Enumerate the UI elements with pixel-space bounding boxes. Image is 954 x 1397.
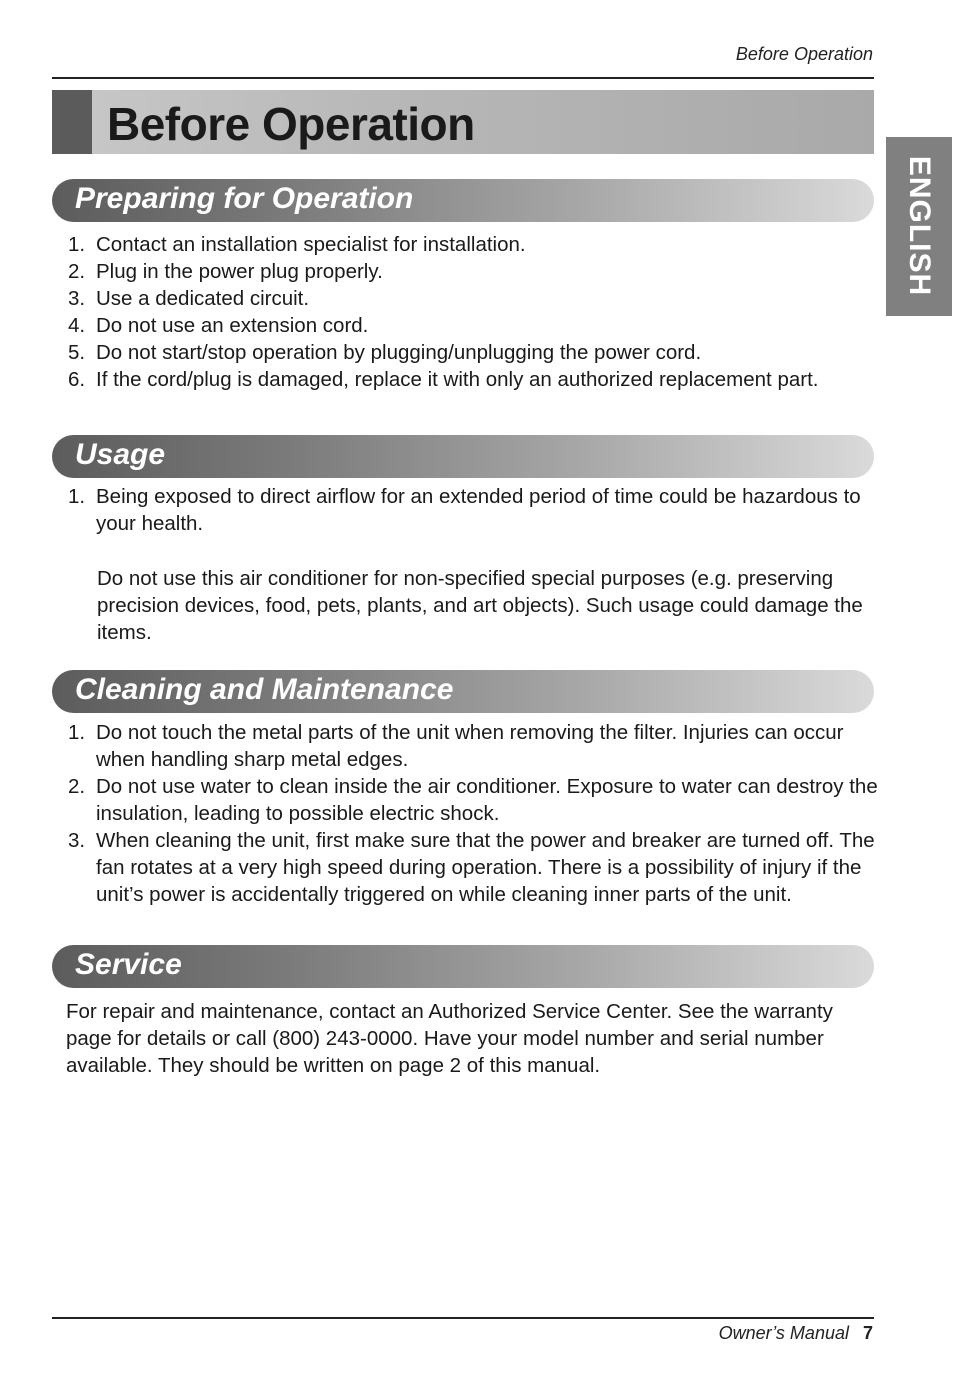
preparing-list xyxy=(68,231,878,393)
page-number: 7 xyxy=(862,1323,873,1343)
item-text: Contact an installation specialist for installation. xyxy=(96,233,526,256)
item-number: 1. xyxy=(68,233,86,256)
list-item xyxy=(68,483,878,537)
item-text: Do not use water to clean inside the air conditioner. Exposure to water can destroy the insulation, leading to possible electric shock. xyxy=(96,775,878,825)
item-number: 3. xyxy=(68,829,86,852)
footer-label: Owner’s Manual xyxy=(718,1323,849,1343)
cleaning-list xyxy=(68,719,878,908)
bottom-divider xyxy=(52,1317,874,1319)
language-tab xyxy=(886,137,952,316)
item-number: 5. xyxy=(68,341,86,364)
language-tab-label: ENGLISH xyxy=(903,155,936,297)
item-text: Plug in the power plug properly. xyxy=(96,260,383,283)
item-number: 1. xyxy=(68,485,86,508)
list-item xyxy=(68,773,878,827)
top-divider xyxy=(52,77,874,79)
item-number: 3. xyxy=(68,287,86,310)
title-accent-block xyxy=(52,90,92,154)
footer xyxy=(719,1323,873,1344)
page-title: Before Operation xyxy=(107,98,475,150)
item-number: 2. xyxy=(68,775,86,798)
item-text: Do not touch the metal parts of the unit when removing the filter. Injuries can occur when handling sharp metal edges. xyxy=(96,721,844,771)
page-title-bar xyxy=(52,90,874,154)
section-title-service: Service xyxy=(75,948,182,981)
usage-note: Do not use this air conditioner for non-specified special purposes (e.g. preserving precision devices, food, pets, plants, and art objects). Such usage could damage the items. xyxy=(97,567,863,644)
running-head: Before Operation xyxy=(735,44,873,64)
list-item xyxy=(68,827,878,908)
section-title-cleaning: Cleaning and Maintenance xyxy=(75,673,454,706)
section-title-usage: Usage xyxy=(75,438,166,471)
list-item xyxy=(68,366,878,393)
section-header-preparing xyxy=(52,179,874,222)
section-title-preparing: Preparing for Operation xyxy=(75,182,414,215)
item-number: 4. xyxy=(68,314,86,337)
item-number: 6. xyxy=(68,368,86,391)
section-header-cleaning xyxy=(52,670,874,713)
list-item xyxy=(68,258,878,285)
item-text: Use a dedicated circuit. xyxy=(96,287,310,310)
list-item xyxy=(68,339,878,366)
item-number: 1. xyxy=(68,721,86,744)
section-header-service xyxy=(52,945,874,988)
usage-list xyxy=(68,483,878,537)
list-item xyxy=(68,231,878,258)
list-item xyxy=(68,312,878,339)
service-text: For repair and maintenance, contact an Authorized Service Center. See the warranty page for details or call (800) 243-0000. Have your model number and serial number available. They should be written on page 2 of this manual. xyxy=(66,1000,833,1077)
item-number: 2. xyxy=(68,260,86,283)
section-header-usage xyxy=(52,435,874,478)
item-text: Do not use an extension cord. xyxy=(96,314,369,337)
item-text: Do not start/stop operation by plugging/unplugging the power cord. xyxy=(96,341,702,364)
item-text: Being exposed to direct airflow for an extended period of time could be hazardous to your health. xyxy=(96,485,861,535)
item-text: When cleaning the unit, first make sure that the power and breaker are turned off. The fan rotates at a very high speed during operation. There is a possibility of injury if the unit’s power is accidentally triggered on while cleaning inner parts of the unit. xyxy=(96,829,875,906)
list-item xyxy=(68,719,878,773)
item-text: If the cord/plug is damaged, replace it with only an authorized replacement part. xyxy=(96,368,819,391)
list-item xyxy=(68,285,878,312)
